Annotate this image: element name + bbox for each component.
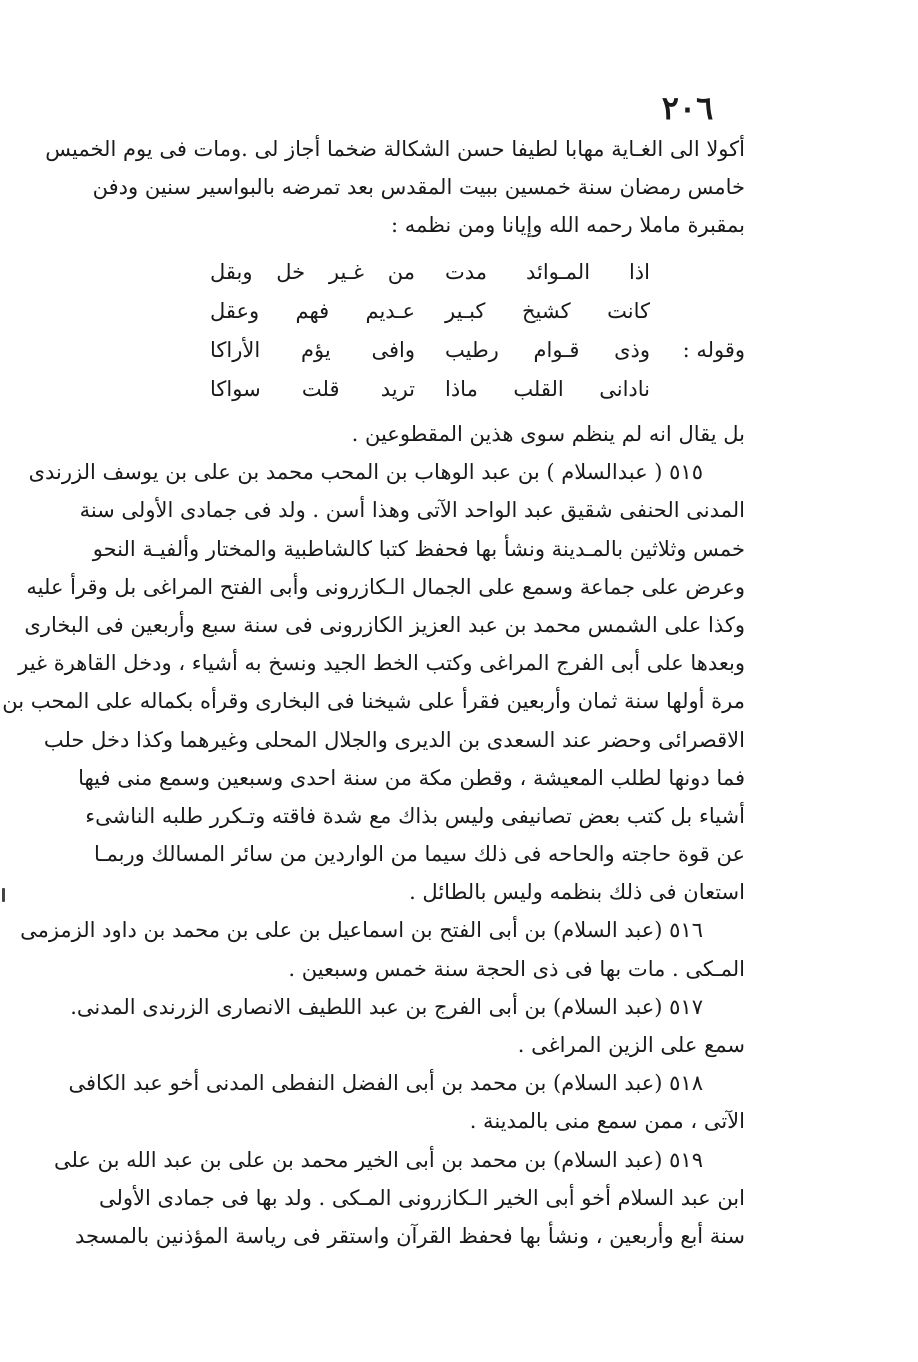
text-line: عن قوة حاجته والحاحه فى ذلك سيما من الواردين من سائر المسالك وربمـا <box>93 842 745 867</box>
text-line: سمع على الزين المراغى . <box>517 1033 745 1057</box>
text-line: ابن عبد السلام أخو أبى الخير الـكازرونى المـكى . ولد بها فى جمادى الأولى <box>98 1185 745 1210</box>
verse-second-hemistich: وافى يؤم الأراكا <box>210 338 415 362</box>
verse-first-hemistich: اذا المـوائد مدت <box>445 260 650 284</box>
verse-first-hemistich: وذى قـوام رطيب <box>445 338 650 362</box>
verse-first-hemistich: كانت كشيخ كبـير <box>445 299 650 323</box>
text-line: سنة أبع وأربعين ، ونشأ بها فحفظ القرآن واستقر فى رياسة المؤذنين بالمسجد <box>75 1223 745 1248</box>
verse-intro <box>650 292 745 331</box>
verse-second-hemistich: تريد قلت سواكا <box>210 377 415 401</box>
text-line: الاقصرائى وحضر عند السعدى بن الديرى والجلال المحلى وغيرهما وكذا دخل حلب <box>43 727 745 752</box>
entry-heading-line: ٥١٩ (عبد السلام) بن محمد بن أبى الخير محمد بن على بن عبد الله بن على <box>53 1147 703 1172</box>
text-line: فما دونها لطلب المعيشة ، وقطن مكة من سنة احدى وسبعين وسمع منى فيها <box>78 765 745 790</box>
verse-gap <box>415 292 445 331</box>
verse-line <box>200 253 745 292</box>
text-line: وعرض على جماعة وسمع على الجمال الـكازرونى وأبى الفتح المراغى بل وقرأ عليه <box>26 574 745 599</box>
page-number: ٢٠٦ <box>661 89 714 127</box>
page-edge-mark <box>2 888 5 902</box>
entry-heading-line: ٥١٥ ( عبدالسلام ) بن عبد الوهاب بن المحب محمد بن على بن يوسف الزرندى <box>28 460 703 485</box>
text-line: وكذا على الشمس محمد بن عبد العزيز الكازرونى فى سنة سبع وأربعين فى البخارى <box>24 612 745 637</box>
verse-gap <box>415 370 445 409</box>
text-line: بمقبرة ماملا رحمه الله وإيانا ومن نظمه : <box>390 213 745 238</box>
poem-verses <box>200 253 745 409</box>
text-line: المـكى . مات بها فى ذى الحجة سنة خمس وسبعين . <box>288 956 745 981</box>
text-line: المدنى الحنفى شقيق عبد الواحد الآتى وهذا أسن . ولد فى جمادى الأولى سنة <box>79 498 745 523</box>
text-line: أكولا الى الغـاية مهابا لطيفا حسن الشكالة ضخما أجاز لى .ومات فى يوم الخميس <box>45 137 745 161</box>
biography-entries <box>2 415 745 1255</box>
verse-second-hemistich: عـديم فهم وعقل <box>210 299 415 323</box>
verse-line <box>200 292 745 331</box>
verse-gap <box>415 331 445 370</box>
verse-intro <box>650 370 745 409</box>
verse-gap <box>415 253 445 292</box>
verse-intro <box>650 253 745 292</box>
verse-line <box>200 331 745 370</box>
text-line: مرة أولها سنة ثمان وأربعين فقرأ على شيخنا فى البخارى وقرأه بكماله على المحب بن <box>2 689 745 714</box>
text-line: وبعدها على أبى الفرج المراغى وكتب الخط الجيد ونسخ به أشياء ، ودخل القاهرة غير <box>18 651 745 676</box>
text-line: خمس وثلاثين بالمـدينة ونشأ بها فحفظ كتبا كالشاطبية والمختار وألفيـة النحو <box>92 536 745 561</box>
entry-heading-line: ٥١٨ (عبد السلام) بن محمد بن أبى الفضل النفطى المدنى أخو عبد الكافى <box>68 1071 703 1096</box>
verse-second-hemistich: من غـير خل وبقل <box>210 260 415 284</box>
text-line: أشياء بل كتب بعض تصانيفى وليس بذاك مع شدة فاقته وتـكرر طلبه الناشىء <box>85 803 745 828</box>
text-line: بل يقال انه لم ينظم سوى هذين المقطوعين . <box>351 422 745 446</box>
verse-line <box>200 370 745 409</box>
verse-intro: وقوله : <box>682 338 745 362</box>
verse-first-hemistich: نادانى القلب ماذا <box>445 377 650 401</box>
entry-heading-line: ٥١٧ (عبد السلام) بن أبى الفرج بن عبد اللطيف الانصارى الزرندى المدنى. <box>70 994 703 1019</box>
entry-heading-line: ٥١٦ (عبد السلام) بن أبى الفتح بن اسماعيل بن على بن محمد بن داود الزمزمى <box>20 918 703 943</box>
opening-paragraph <box>45 130 745 245</box>
text-line: الآتى ، ممن سمع منى بالمدينة . <box>469 1109 745 1134</box>
text-line: استعان فى ذلك بنظمه وليس بالطائل . <box>409 880 745 905</box>
text-line: خامس رمضان سنة خمسين ببيت المقدس بعد تمرضه بالبواسير سنين ودفن <box>92 175 745 200</box>
